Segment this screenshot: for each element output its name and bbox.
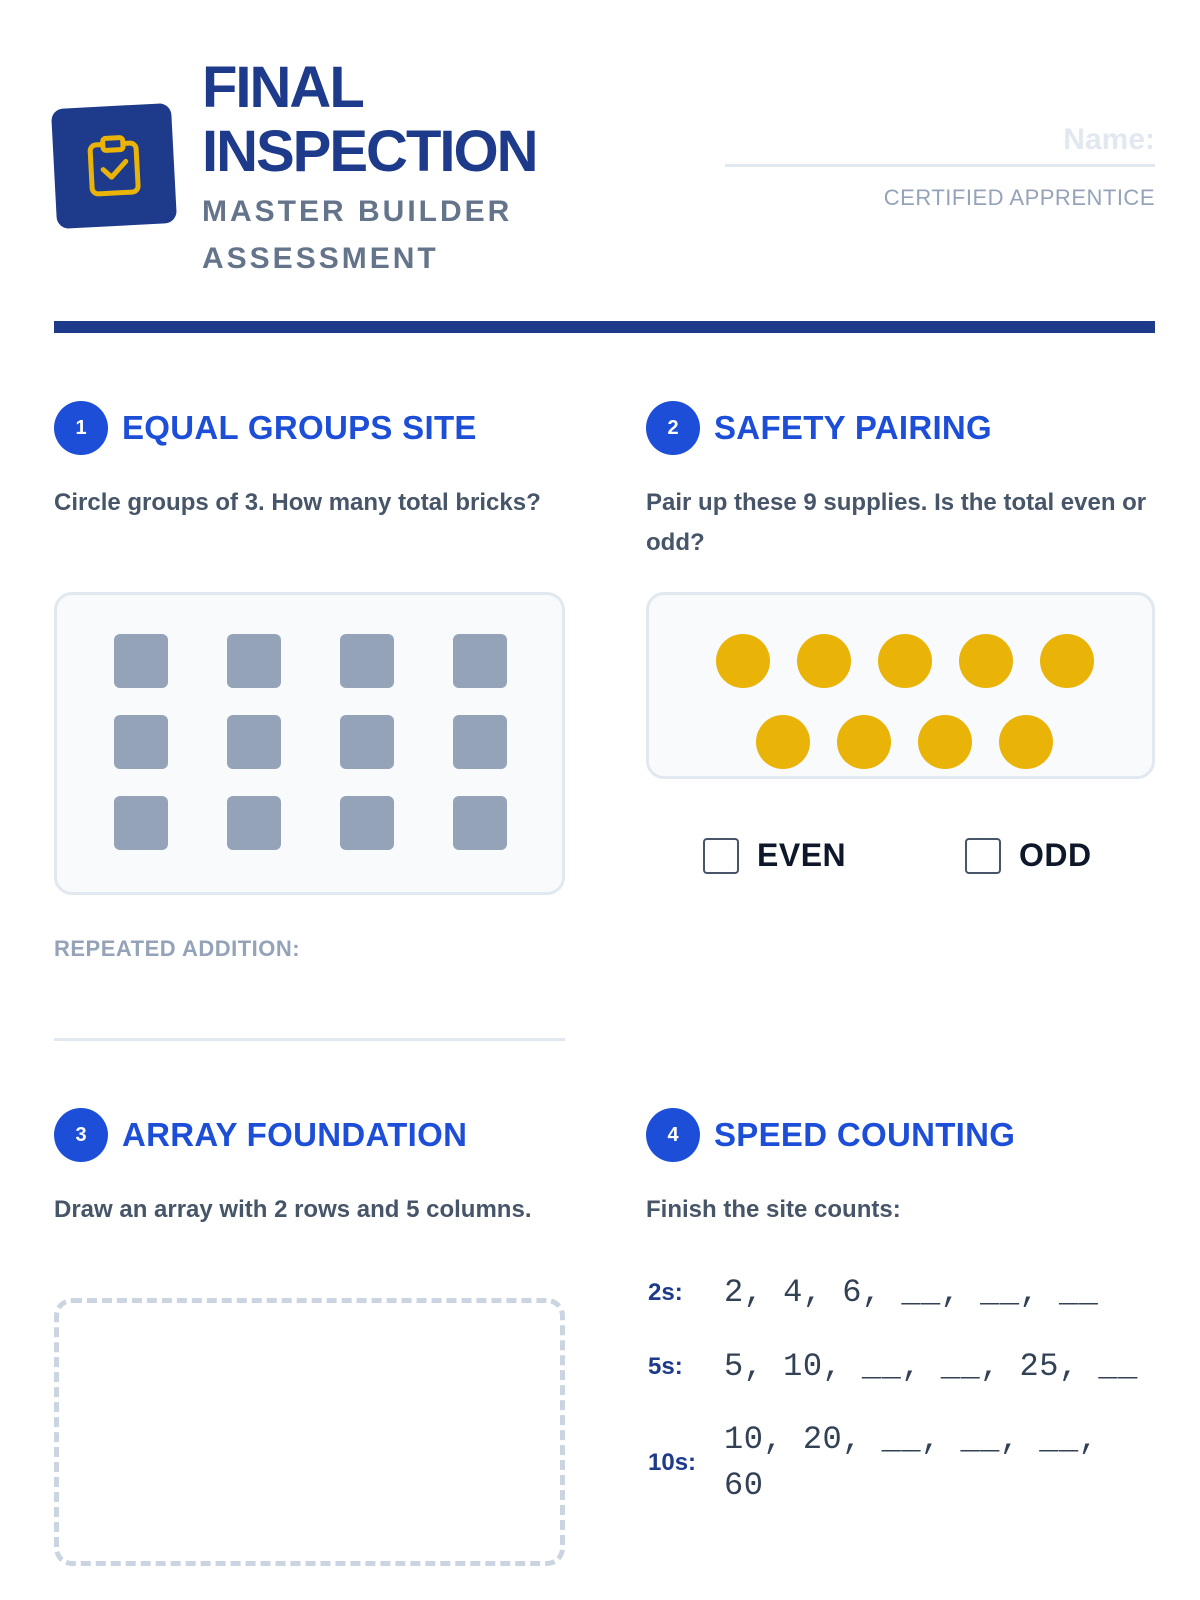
section-number-badge: 4 <box>646 1108 700 1162</box>
page-subtitle: MASTER BUILDER ASSESSMENT <box>202 195 513 275</box>
name-area <box>725 120 1155 211</box>
count-row-10s <box>648 1417 1148 1509</box>
brick <box>227 796 281 850</box>
brick <box>340 796 394 850</box>
brick <box>340 634 394 688</box>
section-number-badge: 2 <box>646 401 700 455</box>
brick <box>114 634 168 688</box>
name-label: Name: <box>1063 123 1155 156</box>
brick <box>227 634 281 688</box>
count-label: 10s: <box>648 1449 697 1476</box>
section-number-badge: 1 <box>54 401 108 455</box>
supply-dot <box>756 715 810 769</box>
section-title: ARRAY FOUNDATION <box>122 1116 468 1153</box>
supply-dot <box>918 715 972 769</box>
section-prompt: Circle groups of 3. How many total bricks? <box>54 489 541 516</box>
logo-badge <box>51 103 177 229</box>
count-sequence[interactable]: 5, 10, __, __, 25, __ <box>724 1348 1138 1385</box>
section-title: SAFETY PAIRING <box>714 409 993 446</box>
supplies-panel <box>646 592 1155 779</box>
brick <box>114 796 168 850</box>
brick <box>453 634 507 688</box>
count-row-2s <box>648 1270 1098 1316</box>
count-row-5s <box>648 1344 1138 1390</box>
section-speed-counting <box>646 1108 1155 1230</box>
section-equal-groups <box>54 401 574 523</box>
brick <box>114 715 168 769</box>
brick <box>227 715 281 769</box>
repeated-addition-answer-line[interactable] <box>54 1038 565 1041</box>
clipboard-check-icon <box>84 134 143 199</box>
brick-panel <box>54 592 565 895</box>
supply-dot <box>878 634 932 688</box>
title-line-1: FINAL <box>202 55 363 120</box>
count-label: 2s: <box>648 1279 683 1306</box>
section-title: SPEED COUNTING <box>714 1116 1016 1153</box>
supply-dot <box>959 634 1013 688</box>
section-array-foundation <box>54 1108 574 1230</box>
section-prompt: Draw an array with 2 rows and 5 columns. <box>54 1196 532 1223</box>
section-prompt: Pair up these 9 supplies. Is the total even or odd? <box>646 489 1147 556</box>
odd-checkbox[interactable] <box>965 838 1001 874</box>
header-divider <box>54 321 1155 333</box>
page-title <box>202 56 537 184</box>
name-field[interactable] <box>725 164 1155 167</box>
even-label: EVEN <box>757 837 847 873</box>
supply-dot <box>837 715 891 769</box>
supply-dot <box>797 634 851 688</box>
odd-choice[interactable] <box>965 837 1092 874</box>
rank-label: CERTIFIED APPRENTICE <box>883 185 1155 210</box>
count-sequence[interactable]: 2, 4, 6, __, __, __ <box>724 1274 1099 1311</box>
even-checkbox[interactable] <box>703 838 739 874</box>
section-number-badge: 3 <box>54 1108 108 1162</box>
supply-dot <box>716 634 770 688</box>
odd-label: ODD <box>1019 837 1092 873</box>
array-drawing-area[interactable] <box>54 1298 565 1566</box>
section-safety-pairing <box>646 401 1155 563</box>
brick <box>340 715 394 769</box>
repeated-addition-label: REPEATED ADDITION: <box>54 936 301 961</box>
brick <box>453 796 507 850</box>
section-title: EQUAL GROUPS SITE <box>122 409 477 446</box>
count-label: 5s: <box>648 1353 683 1380</box>
brick <box>453 715 507 769</box>
title-line-2: INSPECTION <box>202 119 537 184</box>
count-sequence[interactable]: 10, 20, __, __, __, 60 <box>724 1421 1099 1504</box>
supply-dot <box>1040 634 1094 688</box>
supply-dot <box>999 715 1053 769</box>
section-prompt: Finish the site counts: <box>646 1196 901 1223</box>
even-choice[interactable] <box>703 837 846 874</box>
